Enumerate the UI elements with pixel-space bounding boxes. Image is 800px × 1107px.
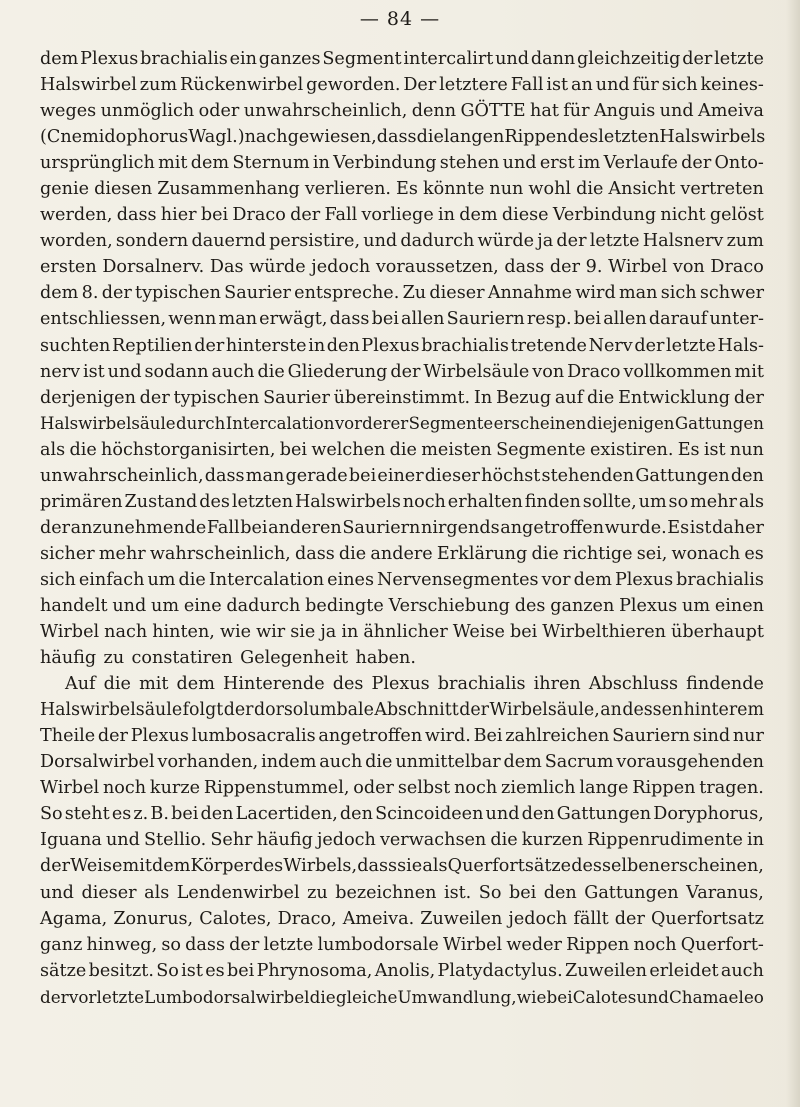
text-line: Agama, Zonurus, Calotes, Draco, Ameiva. Zuweilen jedoch fällt der Querfortsatz — [40, 908, 764, 929]
text-line: Theile der Plexus lumbosacralis angetroffen wird. Bei zahlreichen Sauriern sind nur — [40, 726, 764, 747]
text-line: Auf die mit dem Hinterende des Plexus brachialis ihren Abschluss findende — [65, 674, 764, 695]
text-line: Wirbel noch kurze Rippenstummel, oder selbst noch ziemlich lange Rippen tragen. — [40, 778, 764, 799]
text-line: Halswirbelsäule durch Intercalation vorderer Segmente erscheinen diejenigen Gattungen — [40, 413, 764, 433]
text-line: unwahrscheinlich, dass man gerade bei einer dieser höchst stehenden Gattungen den — [40, 465, 764, 486]
page-edge-shadow — [786, 0, 800, 1107]
text-line: Dorsalwirbel vorhanden, indem auch die unmittelbar dem Sacrum vorausgehenden — [40, 752, 764, 773]
text-line: nerv ist und sodann auch die Gliederung der Wirbelsäule von Draco vollkommen mit — [40, 361, 764, 382]
text-line: entschliessen, wenn man erwägt, dass bei allen Sauriern resp. bei allen darauf unter- — [40, 309, 764, 330]
text-line: derjenigen der typischen Saurier übereinstimmt. In Bezug auf die Entwicklung der — [40, 387, 764, 408]
text-line: ursprünglich mit dem Sternum in Verbindung stehen und erst im Verlaufe der Onto- — [40, 153, 764, 174]
text-line: genie diesen Zusammenhang verlieren. Es könnte nun wohl die Ansicht vertreten — [40, 179, 764, 200]
text-line: sicher mehr wahrscheinlich, dass die andere Erklärung die richtige sei, wonach es — [40, 543, 764, 564]
text-line: der vorletzte Lumbodorsalwirbel die gleiche Umwandlung, wie bei Calotes und Chamaeleo — [40, 986, 764, 1007]
text-line: weges unmöglich oder unwahrscheinlich, denn GÖTTE hat für Anguis und Ameiva — [40, 101, 764, 122]
text-line: Wirbel nach hinten, wie wir sie ja in ähnlicher Weise bei Wirbelthieren überhaupt — [40, 622, 764, 643]
text-line: sätze besitzt. So ist es bei Phrynosoma, Anolis, Platydactylus. Zuweilen erleidet auch — [40, 960, 764, 981]
text-line: Iguana und Stellio. Sehr häufig jedoch verwachsen die kurzen Rippenrudimente in — [40, 830, 764, 851]
text-line: So steht es z. B. bei den Lacertiden, den Scincoideen und den Gattungen Doryphorus, — [40, 804, 764, 825]
text-line: der Weise mit dem Körper des Wirbels, dass sie als Querfortsätze desselben erscheinen, — [40, 856, 764, 877]
text-line: und dieser als Lendenwirbel zu bezeichnen ist. So bei den Gattungen Varanus, — [40, 882, 764, 903]
text-line: ganz hinweg, so dass der letzte lumbodorsale Wirbel weder Rippen noch Querfort- — [40, 934, 764, 955]
page-number: — 84 — — [359, 8, 441, 30]
text-line: Halswirbelsäule folgt der dorsolumbale Abschnitt der Wirbelsäule, an dessen hinterem — [40, 700, 764, 721]
text-line: suchten Reptilien der hinterste in den Plexus brachialis tretende Nerv der letzte Hals- — [40, 335, 764, 356]
text-line: worden, sondern dauernd persistire, und dadurch würde ja der letzte Halsnerv zum — [40, 231, 764, 252]
text-line: werden, dass hier bei Draco der Fall vorliege in dem diese Verbindung nicht gelöst — [40, 205, 764, 226]
text-line: primären Zustand des letzten Halswirbels noch erhalten finden sollte, um so mehr als — [40, 491, 764, 512]
text-line: sich einfach um die Intercalation eines Nervensegmentes vor dem Plexus brachialis — [40, 569, 764, 590]
text-line: dem Plexus brachialis ein ganzes Segment intercalirt und dann gleichzeitig der letzte — [40, 49, 764, 69]
text-line: dem 8. der typischen Saurier entspreche. Zu dieser Annahme wird man sich schwer — [40, 283, 764, 304]
text-line: häufig zu constatiren Gelegenheit haben. — [40, 648, 416, 669]
text-line: Halswirbel zum Rückenwirbel geworden. Der letztere Fall ist an und für sich keines- — [40, 75, 764, 96]
text-line: (Cnemidophorus Wagl.) nachgewiesen, dass die langen Rippen des letzten Halswirbels — [40, 127, 766, 148]
body-text — [40, 46, 764, 1010]
text-line: ersten Dorsalnerv. Das würde jedoch voraussetzen, dass der 9. Wirbel von Draco — [40, 257, 764, 278]
text-line: der anzunehmende Fall bei anderen Sauriern nirgends angetroffen wurde. Es ist daher — [40, 517, 764, 538]
text-line: handelt und um eine dadurch bedingte Verschiebung des ganzen Plexus um einen — [40, 595, 764, 616]
text-line: als die höchstorganisirten, bei welchen die meisten Segmente existiren. Es ist nun — [40, 439, 764, 460]
